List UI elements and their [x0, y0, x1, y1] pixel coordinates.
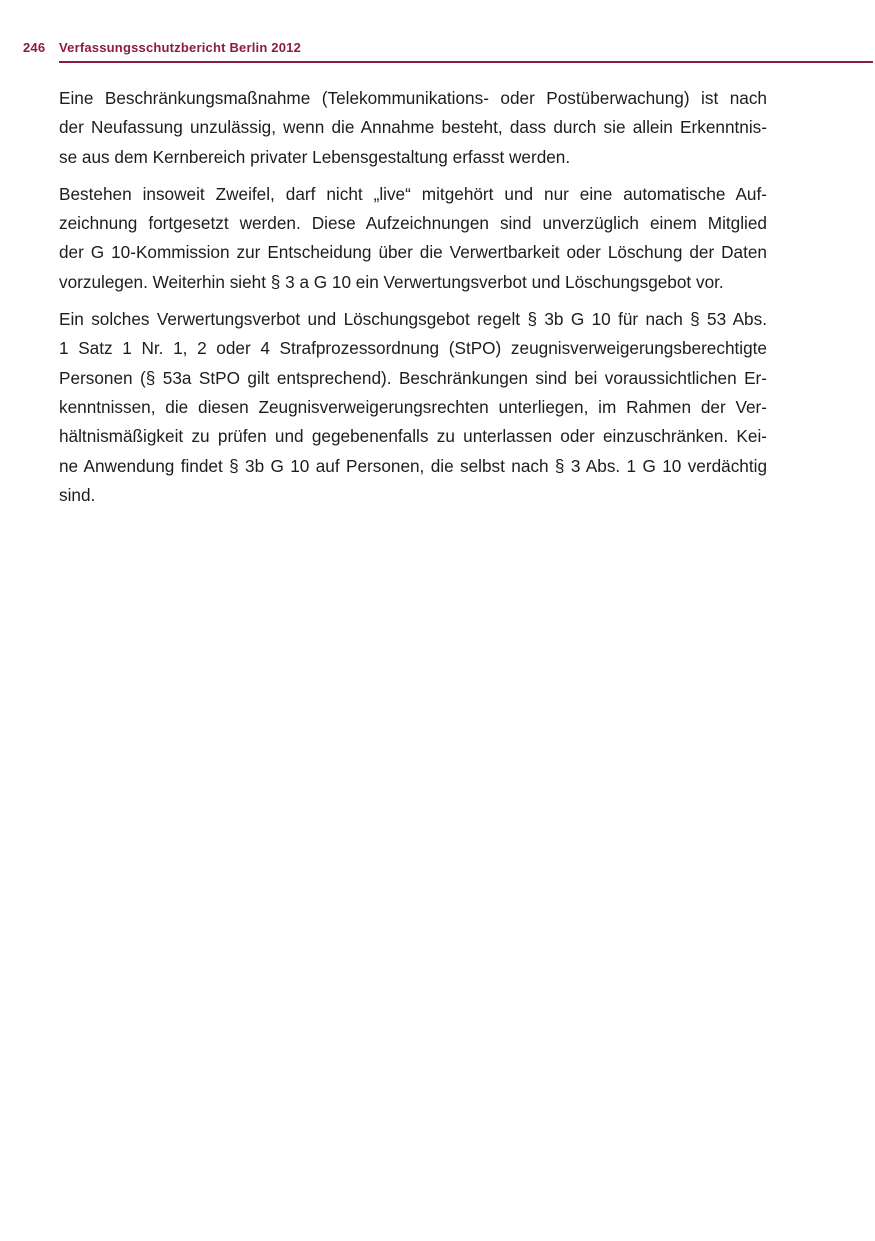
paragraph-3: [59, 305, 767, 510]
body-text: [59, 84, 767, 518]
text-line: se aus dem Kernbereich privater Lebensgestaltung erfasst werden.: [59, 146, 571, 167]
paragraph-1: [59, 84, 767, 172]
running-title: Verfassungsschutzbericht Berlin 2012: [59, 40, 302, 55]
text-line: sind.: [59, 484, 96, 505]
text-line: der G 10-Kommission zur Entscheidung über die Verwertbarkeit oder Löschung der Daten: [59, 242, 767, 263]
page-header: [0, 38, 875, 66]
text-line: 1 Satz 1 Nr. 1, 2 oder 4 Strafprozessordnung (StPO) zeugnisverweigerungsberechtigte: [59, 338, 767, 359]
text-line: der Neufassung unzulässig, wenn die Annahme besteht, dass durch sie allein Erkenntnis-: [59, 117, 767, 138]
header-rule: [59, 61, 873, 63]
text-line: Personen (§ 53a StPO gilt entsprechend). Beschränkungen sind bei voraussichtlichen Er-: [59, 367, 767, 388]
paragraph-2: [59, 180, 767, 297]
text-line: Eine Beschränkungsmaßnahme (Telekommunikations- oder Postüberwachung) ist nach: [59, 88, 767, 108]
text-line: Ein solches Verwertungsverbot und Löschungsgebot regelt § 3b G 10 für nach § 53 Abs.: [59, 309, 767, 330]
text-line: ne Anwendung findet § 3b G 10 auf Personen, die selbst nach § 3 Abs. 1 G 10 verdächtig: [59, 455, 767, 476]
page-number: 246: [23, 40, 46, 55]
text-line: Bestehen insoweit Zweifel, darf nicht „live“ mitgehört und nur eine automatische Auf-: [59, 183, 767, 204]
text-line: vorzulegen. Weiterhin sieht § 3 a G 10 ein Verwertungsverbot und Löschungsgebot vor.: [59, 271, 724, 292]
text-line: zeichnung fortgesetzt werden. Diese Aufzeichnungen sind unverzüglich einem Mitglied: [59, 213, 767, 234]
text-line: hältnismäßigkeit zu prüfen und gegebenenfalls zu unterlassen oder einzuschränken. Kei-: [59, 426, 767, 447]
text-line: kenntnissen, die diesen Zeugnisverweigerungsrechten unterliegen, im Rahmen der Ver-: [59, 396, 767, 417]
